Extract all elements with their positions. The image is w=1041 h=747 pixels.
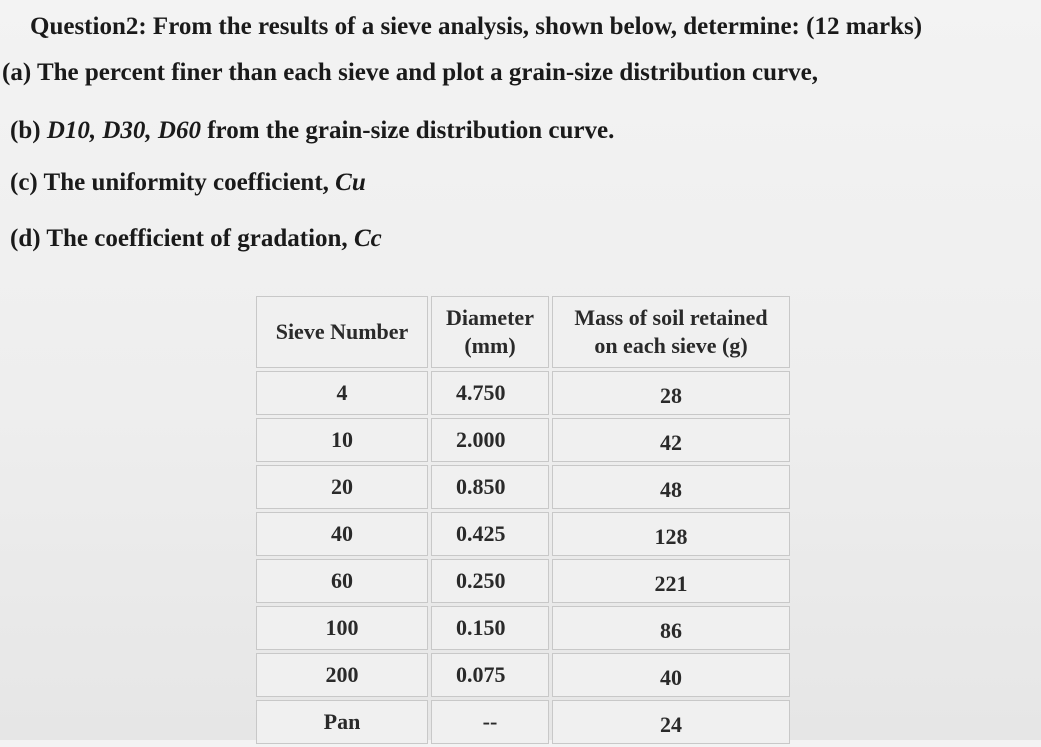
cell-sieve-number: 40 bbox=[256, 512, 428, 556]
cell-mass: 24 bbox=[552, 700, 790, 744]
table-row bbox=[256, 418, 790, 462]
table-row bbox=[256, 371, 790, 415]
cell-sieve-number: 10 bbox=[256, 418, 428, 462]
sieve-analysis-table bbox=[253, 293, 793, 747]
cell-diameter: 0.850 bbox=[431, 465, 549, 509]
cell-diameter: 4.750 bbox=[431, 371, 549, 415]
cell-diameter: 0.075 bbox=[431, 653, 549, 697]
table-row bbox=[256, 606, 790, 650]
question-part-a: (a) The percent finer than each sieve and plot a grain-size distribution curve, bbox=[2, 59, 818, 86]
cell-diameter: -- bbox=[431, 700, 549, 744]
cell-diameter: 0.150 bbox=[431, 606, 549, 650]
part-d-variable: Cc bbox=[353, 225, 382, 252]
table-row bbox=[256, 700, 790, 744]
question-part-d bbox=[10, 222, 382, 256]
header-mass-retained bbox=[552, 296, 790, 368]
cell-mass: 86 bbox=[552, 606, 790, 650]
cell-mass: 221 bbox=[552, 559, 790, 603]
header-diameter-line2: (mm) bbox=[464, 333, 516, 358]
cell-diameter: 0.250 bbox=[431, 559, 549, 603]
question-title: Question2: From the results of a sieve analysis, shown below, determine: (12 marks) bbox=[30, 13, 923, 40]
cell-mass: 48 bbox=[552, 465, 790, 509]
part-c-variable: Cu bbox=[335, 169, 366, 196]
part-b-variables: D10, D30, D60 bbox=[46, 117, 201, 144]
cell-sieve-number: 100 bbox=[256, 606, 428, 650]
cell-mass: 40 bbox=[552, 653, 790, 697]
table-row bbox=[256, 512, 790, 556]
header-diameter-line1: Diameter bbox=[446, 305, 534, 330]
cell-sieve-number: 4 bbox=[256, 371, 428, 415]
cell-mass: 42 bbox=[552, 418, 790, 462]
cell-sieve-number: Pan bbox=[256, 700, 428, 744]
cell-diameter: 2.000 bbox=[431, 418, 549, 462]
cell-mass: 28 bbox=[552, 371, 790, 415]
header-mass-line2: on each sieve (g) bbox=[594, 333, 748, 358]
table-row bbox=[256, 559, 790, 603]
cell-sieve-number: 60 bbox=[256, 559, 428, 603]
part-d-prefix: (d) The coefficient of gradation, bbox=[10, 225, 354, 252]
cell-mass: 128 bbox=[552, 512, 790, 556]
part-b-suffix: from the grain-size distribution curve. bbox=[200, 117, 615, 144]
header-mass-line1: Mass of soil retained bbox=[574, 305, 768, 330]
cell-sieve-number: 20 bbox=[256, 465, 428, 509]
table-row bbox=[256, 465, 790, 509]
part-b-prefix: (b) bbox=[10, 117, 47, 144]
question-block bbox=[30, 10, 1030, 44]
cell-sieve-number: 200 bbox=[256, 653, 428, 697]
cell-diameter: 0.425 bbox=[431, 512, 549, 556]
header-sieve-number: Sieve Number bbox=[256, 296, 428, 368]
table-header-row bbox=[256, 296, 790, 368]
header-diameter bbox=[431, 296, 549, 368]
table-row bbox=[256, 653, 790, 697]
question-part-b bbox=[10, 114, 614, 148]
question-part-c bbox=[10, 166, 366, 200]
part-c-prefix: (c) The uniformity coefficient, bbox=[10, 169, 336, 196]
